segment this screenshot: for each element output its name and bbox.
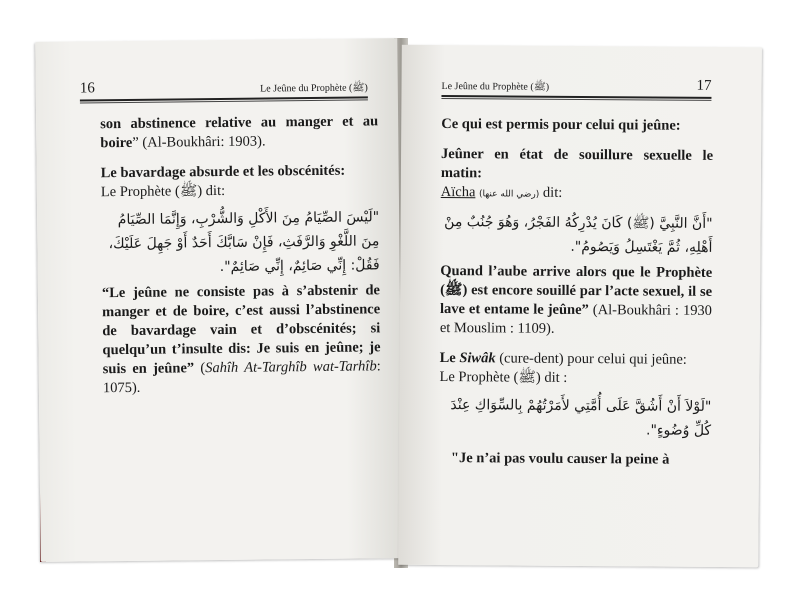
right-page-content xyxy=(439,115,713,470)
arabic-hadith-2: "لَوْلاَ أَنْ أَشُقَّ عَلَى أُمَّتِي لأَمَرْتُهُمْ بِالسِّوَاكِ عِنْدَ كُلِّ وُضُوءٍ". xyxy=(450,397,712,439)
source-open: ( xyxy=(194,360,206,377)
section-heading-siwak xyxy=(440,349,712,370)
right-page xyxy=(398,45,762,568)
section-heading: Jeûner en état de souillure sexuelle le matin: xyxy=(440,146,714,182)
hadith-intro-2: Le Prophète (ﷺ) dit : xyxy=(439,369,568,386)
running-title: Le Jeûne du Prophète (ﷺ) xyxy=(441,81,550,93)
left-page xyxy=(35,38,402,562)
hadith-translation xyxy=(102,281,381,398)
source-title: Sahîh At-Targhîb wat-Tarhîb xyxy=(205,358,377,377)
translation-bold-text: “Le jeûne ne consiste pas à s’abstenir de manger et de boire, c’est aussi l’abstinence de bavardage vain et d’obscénités; si quelqu’un t’insulte dis: Je suis en jeûne; je suis en jeûne” xyxy=(101,282,381,378)
page-number: 16 xyxy=(79,80,95,97)
translation-bold-text: Quand l’aube arrive alors que le Prophète (ﷺ) est encore souillé par l’acte sexuel, il se lave et entame le jeûne” xyxy=(439,263,713,319)
arabic-hadith: "لَيْسَ الصِّيَامُ مِنَ الأَكْلِ وَالشُّرْبِ، وَإِنَّمَا الصِّيَامُ مِنَ اللَّغْوِ وَالرَّفَثِ، فَإِنْ سَابَّكَ أَحَدٌ أَوْ جَهِلَ عَلَيْكَ، فَقُلْ: إِنِّي صَائِمٌ، إِنِّي صَائِمٌ". xyxy=(108,209,380,275)
narrator-blessing: (رضي الله عنها) xyxy=(478,189,540,200)
translation-reference: (Al-Boukhâri : 1930 et Mouslim : 1109). xyxy=(439,302,713,337)
paragraph-continuation xyxy=(100,112,378,153)
header-rule xyxy=(80,96,368,103)
hadith-translation xyxy=(440,262,713,340)
heading-pre: Le xyxy=(439,350,460,367)
heading-italic-term: Siwâk xyxy=(459,350,496,367)
section-heading: Le bavardage absurde et les obscénités: xyxy=(100,162,346,182)
continuation-reference: ” (Al-Boukhâri: 1903). xyxy=(132,133,266,151)
open-book xyxy=(38,40,760,568)
translation-start: "Je n’ai pas voulu causer la peine à xyxy=(450,450,670,468)
hadith-intro: Le Prophète (ﷺ) dit: xyxy=(100,182,226,201)
source-close: : 1075). xyxy=(102,358,381,397)
continuation-bold-text: son abstinence relative au manger et au boire xyxy=(100,113,379,152)
right-page-header xyxy=(441,75,711,97)
intro-verb: dit: xyxy=(539,184,563,201)
running-title: Le Jeûne du Prophète (ﷺ) xyxy=(260,82,368,95)
hadith-intro xyxy=(441,183,713,206)
heading-post: (cure-dent) pour celui qui jeûne: xyxy=(495,350,687,368)
left-page-header xyxy=(80,76,368,99)
page-number: 17 xyxy=(696,77,712,94)
narrator-name: Aïcha xyxy=(440,184,476,201)
left-page-content xyxy=(100,112,381,398)
chapter-heading: Ce qui est permis pour celui qui jeûne: xyxy=(441,116,681,134)
header-rule xyxy=(441,95,711,101)
arabic-hadith: "أَنَّ النَّبِيَّ (ﷺ) كَانَ يُدْرِكُهُ الفَجْرُ، وَهُوَ جُنُبٌ مِنْ أَهْلِهِ، ثُمَّ يَغْتَسِلُ وَيَصُومُ". xyxy=(444,214,713,256)
